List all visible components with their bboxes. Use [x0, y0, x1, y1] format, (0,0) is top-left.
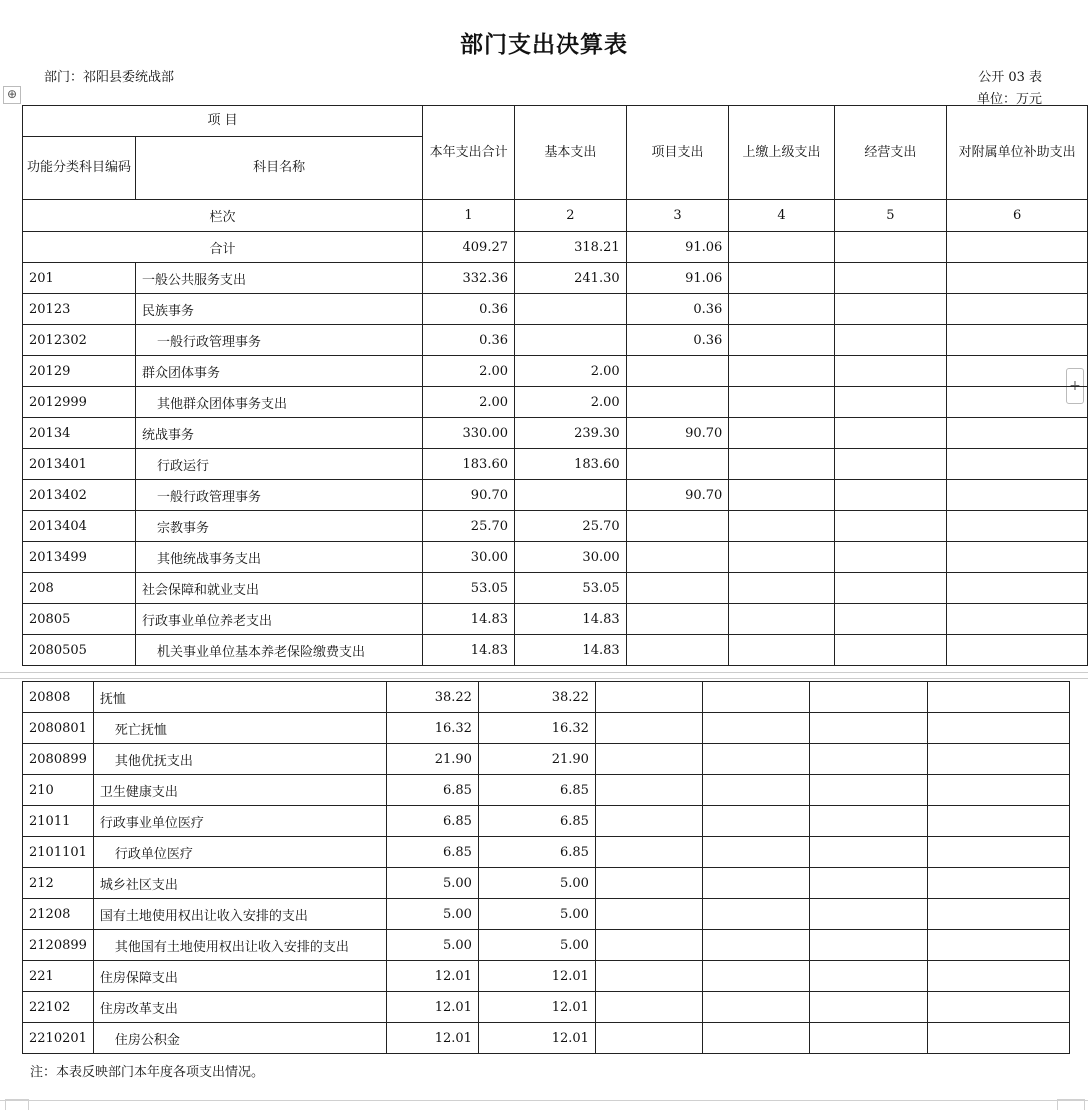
project-amount	[595, 806, 702, 837]
table-row	[23, 806, 1070, 837]
subject-name: 住房改革支出	[93, 992, 386, 1023]
project-amount	[626, 635, 729, 666]
header-name: 科目名称	[136, 137, 423, 200]
total-amount: 12.01	[386, 961, 478, 992]
project-amount	[595, 930, 702, 961]
subsidy-amount	[947, 263, 1088, 294]
table-row	[23, 604, 1088, 635]
total-amount: 21.90	[386, 744, 478, 775]
business-amount	[809, 961, 927, 992]
table-row	[23, 418, 1088, 449]
subject-name: 死亡抚恤	[93, 713, 386, 744]
subject-name: 住房保障支出	[93, 961, 386, 992]
subject-code: 221	[23, 961, 94, 992]
basic-amount: 53.05	[515, 573, 627, 604]
basic-amount: 5.00	[478, 868, 595, 899]
subsidy-amount	[947, 449, 1088, 480]
project-amount	[626, 511, 729, 542]
basic-amount: 241.30	[515, 263, 627, 294]
total-amount: 12.01	[386, 992, 478, 1023]
upper-amount	[702, 806, 809, 837]
subject-code: 2080899	[23, 744, 94, 775]
project-amount	[595, 899, 702, 930]
table-row	[23, 713, 1070, 744]
column-index: 3	[626, 200, 729, 232]
subject-name: 抚恤	[93, 682, 386, 713]
table-row	[23, 511, 1088, 542]
subject-code: 20123	[23, 294, 136, 325]
subject-name: 群众团体事务	[136, 356, 423, 387]
subsidy-amount	[927, 806, 1069, 837]
add-row-icon[interactable]: +	[1066, 368, 1084, 404]
basic-amount: 5.00	[478, 899, 595, 930]
subject-name: 行政运行	[136, 449, 423, 480]
total-amount: 6.85	[386, 806, 478, 837]
total-amount: 30.00	[423, 542, 515, 573]
project-amount	[626, 573, 729, 604]
public-table-number: 公开 03 表	[978, 70, 1042, 85]
subsidy-amount	[947, 635, 1088, 666]
project-amount	[595, 775, 702, 806]
sum-project: 91.06	[626, 232, 729, 263]
subject-name: 行政单位医疗	[93, 837, 386, 868]
project-amount	[595, 682, 702, 713]
basic-amount: 12.01	[478, 1023, 595, 1054]
page-break-divider	[0, 678, 1088, 679]
subject-code: 2080505	[23, 635, 136, 666]
total-amount: 16.32	[386, 713, 478, 744]
table-row	[23, 449, 1088, 480]
business-amount	[809, 806, 927, 837]
column-index-label: 栏次	[23, 200, 423, 232]
business-amount	[809, 775, 927, 806]
subsidy-amount	[947, 480, 1088, 511]
subsidy-amount	[947, 387, 1088, 418]
project-amount: 0.36	[626, 294, 729, 325]
upper-amount	[702, 744, 809, 775]
business-amount	[834, 604, 947, 635]
subject-name: 卫生健康支出	[93, 775, 386, 806]
basic-amount: 183.60	[515, 449, 627, 480]
total-amount: 2.00	[423, 356, 515, 387]
total-amount: 0.36	[423, 325, 515, 356]
total-amount: 2.00	[423, 387, 515, 418]
subject-code: 20808	[23, 682, 94, 713]
table-row	[23, 356, 1088, 387]
header-business: 经营支出	[834, 106, 947, 200]
subject-code: 20805	[23, 604, 136, 635]
subject-code: 2012302	[23, 325, 136, 356]
total-amount: 14.83	[423, 635, 515, 666]
subject-name: 住房公积金	[93, 1023, 386, 1054]
total-amount: 5.00	[386, 899, 478, 930]
subsidy-amount	[927, 1023, 1069, 1054]
project-amount	[595, 713, 702, 744]
total-amount: 183.60	[423, 449, 515, 480]
subject-code: 212	[23, 868, 94, 899]
sum-business	[834, 232, 947, 263]
header-subsidy: 对附属单位补助支出	[947, 106, 1088, 200]
basic-amount: 2.00	[515, 356, 627, 387]
business-amount	[834, 418, 947, 449]
project-amount	[626, 604, 729, 635]
subsidy-amount	[927, 837, 1069, 868]
business-amount	[809, 837, 927, 868]
table-row	[23, 387, 1088, 418]
basic-amount: 16.32	[478, 713, 595, 744]
page-break-divider	[0, 672, 1088, 673]
subject-code: 20129	[23, 356, 136, 387]
table-row	[23, 837, 1070, 868]
upper-amount	[729, 511, 834, 542]
business-amount	[809, 930, 927, 961]
subsidy-amount	[947, 294, 1088, 325]
table-row	[23, 325, 1088, 356]
subsidy-amount	[927, 930, 1069, 961]
subject-name: 其他国有土地使用权出让收入安排的支出	[93, 930, 386, 961]
subject-code: 2013499	[23, 542, 136, 573]
subsidy-amount	[927, 775, 1069, 806]
upper-amount	[702, 961, 809, 992]
project-amount	[595, 837, 702, 868]
upper-amount	[729, 418, 834, 449]
subsidy-amount	[927, 868, 1069, 899]
upper-amount	[729, 480, 834, 511]
business-amount	[834, 635, 947, 666]
upper-amount	[729, 635, 834, 666]
basic-amount: 12.01	[478, 992, 595, 1023]
upper-amount	[702, 682, 809, 713]
subject-name: 机关事业单位基本养老保险缴费支出	[136, 635, 423, 666]
total-amount: 6.85	[386, 775, 478, 806]
basic-amount: 5.00	[478, 930, 595, 961]
header-upper: 上缴上级支出	[729, 106, 834, 200]
project-amount	[626, 449, 729, 480]
upper-amount	[729, 449, 834, 480]
upper-amount	[702, 868, 809, 899]
subject-code: 2013404	[23, 511, 136, 542]
upper-amount	[702, 899, 809, 930]
basic-amount	[515, 294, 627, 325]
subject-code: 2080801	[23, 713, 94, 744]
upper-amount	[702, 713, 809, 744]
table-row	[23, 635, 1088, 666]
upper-amount	[729, 356, 834, 387]
business-amount	[809, 899, 927, 930]
subject-name: 行政事业单位医疗	[93, 806, 386, 837]
subject-code: 201	[23, 263, 136, 294]
business-amount	[834, 356, 947, 387]
project-amount	[595, 1023, 702, 1054]
table-row	[23, 992, 1070, 1023]
total-amount: 14.83	[423, 604, 515, 635]
subject-name: 一般公共服务支出	[136, 263, 423, 294]
upper-amount	[702, 992, 809, 1023]
table-row	[23, 1023, 1070, 1054]
total-amount: 25.70	[423, 511, 515, 542]
total-amount: 90.70	[423, 480, 515, 511]
total-amount: 6.85	[386, 837, 478, 868]
department-label: 部门：祁阳县委统战部	[44, 70, 175, 85]
table-row	[23, 573, 1088, 604]
subject-code: 20134	[23, 418, 136, 449]
business-amount	[834, 542, 947, 573]
basic-amount: 2.00	[515, 387, 627, 418]
upper-amount	[702, 837, 809, 868]
basic-amount: 14.83	[515, 635, 627, 666]
header-item: 项 目	[23, 106, 423, 137]
table-move-icon[interactable]: ⊕	[3, 86, 21, 104]
table-row	[23, 930, 1070, 961]
project-amount: 90.70	[626, 418, 729, 449]
sum-basic: 318.21	[515, 232, 627, 263]
basic-amount: 6.85	[478, 837, 595, 868]
header-code: 功能分类科目编码	[23, 137, 136, 200]
subject-code: 2013402	[23, 480, 136, 511]
subsidy-amount	[927, 899, 1069, 930]
page-corner-mark	[1057, 1099, 1085, 1110]
basic-amount: 6.85	[478, 775, 595, 806]
expenditure-table-page1	[22, 105, 1088, 666]
column-index: 2	[515, 200, 627, 232]
subject-name: 其他优抚支出	[93, 744, 386, 775]
upper-amount	[729, 325, 834, 356]
project-amount: 0.36	[626, 325, 729, 356]
total-amount: 330.00	[423, 418, 515, 449]
subject-name: 社会保障和就业支出	[136, 573, 423, 604]
business-amount	[834, 511, 947, 542]
subject-name: 行政事业单位养老支出	[136, 604, 423, 635]
subject-code: 2120899	[23, 930, 94, 961]
table-row	[23, 542, 1088, 573]
subject-code: 210	[23, 775, 94, 806]
project-amount	[595, 868, 702, 899]
project-amount	[626, 542, 729, 573]
subject-name: 民族事务	[136, 294, 423, 325]
expenditure-table-page2	[22, 681, 1070, 1054]
subsidy-amount	[947, 418, 1088, 449]
business-amount	[834, 325, 947, 356]
table-row	[23, 775, 1070, 806]
subject-name: 国有土地使用权出让收入安排的支出	[93, 899, 386, 930]
subsidy-amount	[927, 744, 1069, 775]
table-row	[23, 294, 1088, 325]
business-amount	[809, 713, 927, 744]
basic-amount: 21.90	[478, 744, 595, 775]
project-amount	[595, 961, 702, 992]
subject-code: 2013401	[23, 449, 136, 480]
unit-label: 单位：万元	[976, 92, 1042, 107]
sum-total: 409.27	[423, 232, 515, 263]
business-amount	[809, 868, 927, 899]
upper-amount	[729, 542, 834, 573]
subject-code: 208	[23, 573, 136, 604]
total-amount: 5.00	[386, 868, 478, 899]
subject-code: 21011	[23, 806, 94, 837]
table-row	[23, 263, 1088, 294]
page-bottom-divider	[0, 1100, 1088, 1101]
business-amount	[809, 682, 927, 713]
column-index: 5	[834, 200, 947, 232]
header-basic: 基本支出	[515, 106, 627, 200]
upper-amount	[729, 263, 834, 294]
basic-amount: 6.85	[478, 806, 595, 837]
upper-amount	[702, 775, 809, 806]
table-row	[23, 961, 1070, 992]
subject-code: 2210201	[23, 1023, 94, 1054]
total-amount: 0.36	[423, 294, 515, 325]
subject-name: 其他统战事务支出	[136, 542, 423, 573]
subsidy-amount	[927, 713, 1069, 744]
table-row	[23, 682, 1070, 713]
page-title: 部门支出决算表	[460, 32, 628, 58]
total-amount: 53.05	[423, 573, 515, 604]
subsidy-amount	[947, 542, 1088, 573]
table-row	[23, 480, 1088, 511]
basic-amount: 14.83	[515, 604, 627, 635]
sum-label: 合计	[23, 232, 423, 263]
upper-amount	[702, 1023, 809, 1054]
subsidy-amount	[927, 682, 1069, 713]
header-total: 本年支出合计	[423, 106, 515, 200]
project-amount	[595, 744, 702, 775]
subject-name: 统战事务	[136, 418, 423, 449]
basic-amount	[515, 480, 627, 511]
total-amount: 5.00	[386, 930, 478, 961]
basic-amount	[515, 325, 627, 356]
column-index: 1	[423, 200, 515, 232]
project-amount: 90.70	[626, 480, 729, 511]
table-row	[23, 899, 1070, 930]
business-amount	[834, 387, 947, 418]
subject-code: 2012999	[23, 387, 136, 418]
subsidy-amount	[947, 511, 1088, 542]
total-amount: 332.36	[423, 263, 515, 294]
page-corner-mark	[5, 1099, 29, 1110]
upper-amount	[729, 294, 834, 325]
business-amount	[809, 1023, 927, 1054]
subsidy-amount	[947, 573, 1088, 604]
header-project: 项目支出	[626, 106, 729, 200]
basic-amount: 25.70	[515, 511, 627, 542]
project-amount	[626, 356, 729, 387]
sum-upper	[729, 232, 834, 263]
basic-amount: 239.30	[515, 418, 627, 449]
business-amount	[834, 449, 947, 480]
total-amount: 38.22	[386, 682, 478, 713]
upper-amount	[729, 573, 834, 604]
basic-amount: 38.22	[478, 682, 595, 713]
subsidy-amount	[927, 992, 1069, 1023]
business-amount	[809, 992, 927, 1023]
subject-name: 一般行政管理事务	[136, 325, 423, 356]
upper-amount	[702, 930, 809, 961]
subject-name: 城乡社区支出	[93, 868, 386, 899]
subject-name: 宗教事务	[136, 511, 423, 542]
table-row	[23, 744, 1070, 775]
total-amount: 12.01	[386, 1023, 478, 1054]
subject-code: 21208	[23, 899, 94, 930]
column-index: 4	[729, 200, 834, 232]
project-amount: 91.06	[626, 263, 729, 294]
subsidy-amount	[927, 961, 1069, 992]
business-amount	[834, 573, 947, 604]
subject-name: 一般行政管理事务	[136, 480, 423, 511]
column-index: 6	[947, 200, 1088, 232]
basic-amount: 30.00	[515, 542, 627, 573]
sum-subsidy	[947, 232, 1088, 263]
project-amount	[595, 992, 702, 1023]
basic-amount: 12.01	[478, 961, 595, 992]
subject-code: 22102	[23, 992, 94, 1023]
subject-name: 其他群众团体事务支出	[136, 387, 423, 418]
footnote: 注：本表反映部门本年度各项支出情况。	[30, 1065, 265, 1080]
business-amount	[834, 480, 947, 511]
subsidy-amount	[947, 604, 1088, 635]
project-amount	[626, 387, 729, 418]
upper-amount	[729, 604, 834, 635]
subject-code: 2101101	[23, 837, 94, 868]
business-amount	[834, 294, 947, 325]
table-row	[23, 868, 1070, 899]
subsidy-amount	[947, 356, 1088, 387]
upper-amount	[729, 387, 834, 418]
business-amount	[834, 263, 947, 294]
subsidy-amount	[947, 325, 1088, 356]
business-amount	[809, 744, 927, 775]
